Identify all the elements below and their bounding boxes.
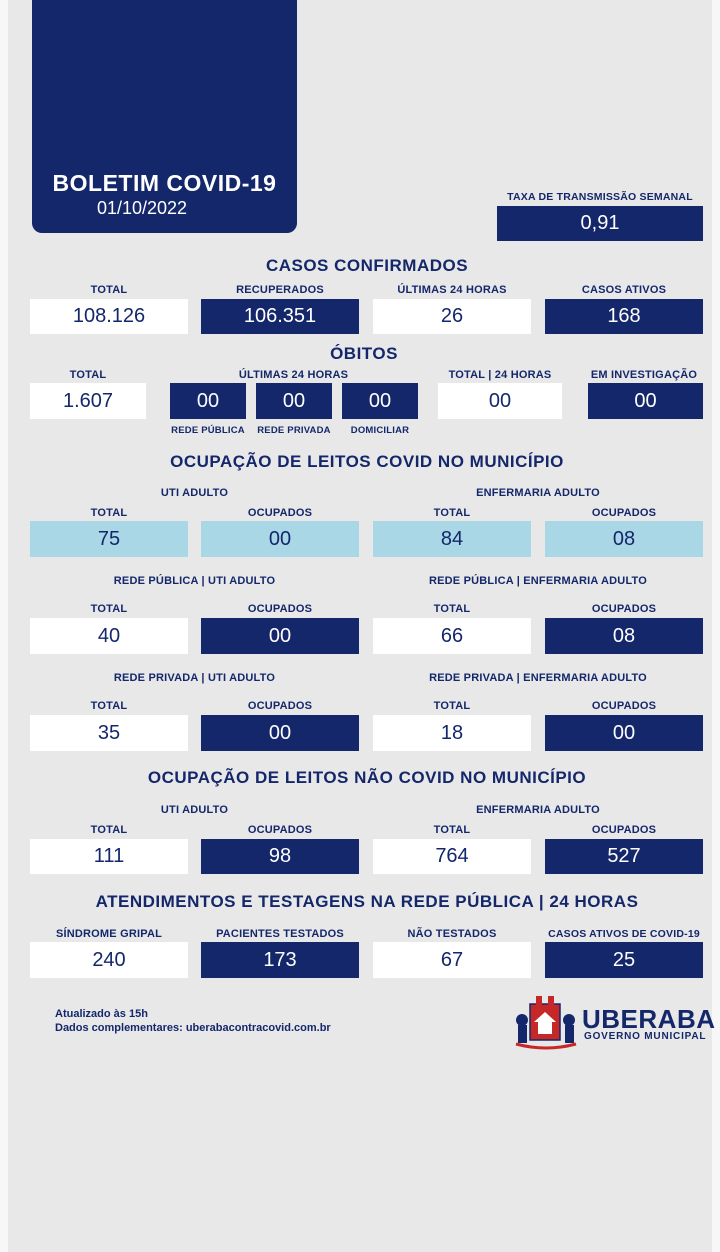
deaths-public-label: REDE PÚBLICA (171, 425, 245, 436)
noncovid-uti-label: UTI ADULTO (160, 804, 229, 816)
coat-of-arms-icon (514, 992, 578, 1052)
private-uti-occupied-value: 00 (201, 715, 359, 751)
public-ward-occupied-label: OCUPADOS (591, 603, 657, 615)
transmission-label: TAXA DE TRANSMISSÃO SEMANAL (507, 191, 693, 203)
covid-beds-title: OCUPAÇÃO DE LEITOS COVID NO MUNICÍPIO (170, 452, 564, 471)
noncovid-ward-occupied-label: OCUPADOS (591, 824, 657, 836)
transmission-value: 0,91 (497, 206, 703, 241)
deaths-total-label: TOTAL (69, 369, 107, 381)
care-title: ATENDIMENTOS E TESTAGENS NA REDE PÚBLICA | 24 HORAS (95, 892, 639, 911)
care-active-value: 25 (545, 942, 703, 978)
private-ward-label: REDE PRIVADA | ENFERMARIA ADULTO (429, 672, 647, 684)
noncovid-ward-total-label: TOTAL (433, 824, 471, 836)
not-tested-value: 67 (373, 942, 531, 978)
public-uti-occupied-label: OCUPADOS (247, 603, 313, 615)
last24-value: 26 (373, 299, 531, 334)
tested-label: PACIENTES TESTADOS (216, 928, 344, 940)
deaths-total24-value: 00 (438, 383, 562, 419)
recovered-label: RECUPERADOS (236, 284, 324, 296)
public-ward-total-label: TOTAL (433, 603, 471, 615)
logo-subtitle: GOVERNO MUNICIPAL (584, 1031, 707, 1042)
covid-ward-total-label: TOTAL (433, 507, 471, 519)
not-tested-label: NÃO TESTADOS (407, 928, 497, 940)
flu-label: SÍNDROME GRIPAL (55, 928, 163, 940)
covid-ward-occupied-label: OCUPADOS (591, 507, 657, 519)
left-margin (0, 0, 8, 1252)
investigation-label: EM INVESTIGAÇÃO (590, 369, 698, 381)
noncovid-uti-total-label: TOTAL (90, 824, 128, 836)
care-active-label: CASOS ATIVOS DE COVID-19 (548, 928, 700, 940)
deaths-private-label: REDE PRIVADA (257, 425, 331, 436)
public-uti-occupied-value: 00 (201, 618, 359, 654)
private-ward-total-value: 18 (373, 715, 531, 751)
covid-ward-total-value: 84 (373, 521, 531, 557)
public-ward-total-value: 66 (373, 618, 531, 654)
noncovid-beds-title: OCUPAÇÃO DE LEITOS NÃO COVID NO MUNICÍPIO (147, 768, 587, 787)
deaths-total24-label: TOTAL | 24 HORAS (448, 369, 552, 381)
confirmed-total-value: 108.126 (30, 299, 188, 334)
noncovid-uti-total-value: 111 (30, 839, 188, 874)
bulletin-date: 01/10/2022 (96, 198, 188, 218)
extra-data-note: Dados complementares: uberabacontracovid.com.br (55, 1022, 331, 1034)
recovered-value: 106.351 (201, 299, 359, 334)
private-uti-occupied-label: OCUPADOS (247, 700, 313, 712)
deaths-public-value: 00 (170, 383, 246, 419)
bulletin-title: BOLETIM COVID-19 (52, 170, 277, 196)
flu-value: 240 (30, 942, 188, 978)
public-ward-occupied-value: 08 (545, 618, 703, 654)
investigation-value: 00 (588, 383, 703, 419)
public-uti-total-label: TOTAL (90, 603, 128, 615)
private-uti-label: REDE PRIVADA | UTI ADULTO (113, 672, 276, 684)
deaths-last24-label: ÚLTIMAS 24 HORAS (238, 369, 349, 381)
covid-uti-total-label: TOTAL (90, 507, 128, 519)
noncovid-ward-occupied-value: 527 (545, 839, 703, 874)
noncovid-ward-total-value: 764 (373, 839, 531, 874)
confirmed-title: CASOS CONFIRMADOS (265, 256, 469, 275)
deaths-home-label: DOMICILIAR (350, 425, 410, 436)
active-cases-value: 168 (545, 299, 703, 334)
covid-uti-label: UTI ADULTO (160, 487, 229, 499)
public-uti-total-value: 40 (30, 618, 188, 654)
confirmed-total-label: TOTAL (90, 284, 128, 296)
noncovid-uti-occupied-value: 98 (201, 839, 359, 874)
logo-name: UBERABA (582, 1004, 716, 1034)
private-uti-total-value: 35 (30, 715, 188, 751)
private-ward-total-label: TOTAL (433, 700, 471, 712)
deaths-title: ÓBITOS (330, 344, 398, 363)
public-ward-label: REDE PÚBLICA | ENFERMARIA ADULTO (428, 575, 648, 587)
covid-ward-label: ENFERMARIA ADULTO (476, 487, 600, 499)
covid-ward-occupied-value: 08 (545, 521, 703, 557)
tested-value: 173 (201, 942, 359, 978)
active-cases-label: CASOS ATIVOS (581, 284, 667, 296)
last24-label: ÚLTIMAS 24 HORAS (397, 284, 507, 296)
updated-note: Atualizado às 15h (55, 1008, 148, 1020)
private-uti-total-label: TOTAL (90, 700, 128, 712)
deaths-total-value: 1.607 (30, 383, 146, 419)
noncovid-uti-occupied-label: OCUPADOS (247, 824, 313, 836)
covid-uti-total-value: 75 (30, 521, 188, 557)
right-margin (712, 0, 720, 1252)
deaths-home-value: 00 (342, 383, 418, 419)
private-ward-occupied-value: 00 (545, 715, 703, 751)
public-uti-label: REDE PÚBLICA | UTI ADULTO (113, 575, 276, 587)
header-banner (32, 0, 297, 233)
noncovid-ward-label: ENFERMARIA ADULTO (476, 804, 600, 816)
covid-uti-occupied-label: OCUPADOS (247, 507, 313, 519)
private-ward-occupied-label: OCUPADOS (591, 700, 657, 712)
deaths-private-value: 00 (256, 383, 332, 419)
covid-uti-occupied-value: 00 (201, 521, 359, 557)
